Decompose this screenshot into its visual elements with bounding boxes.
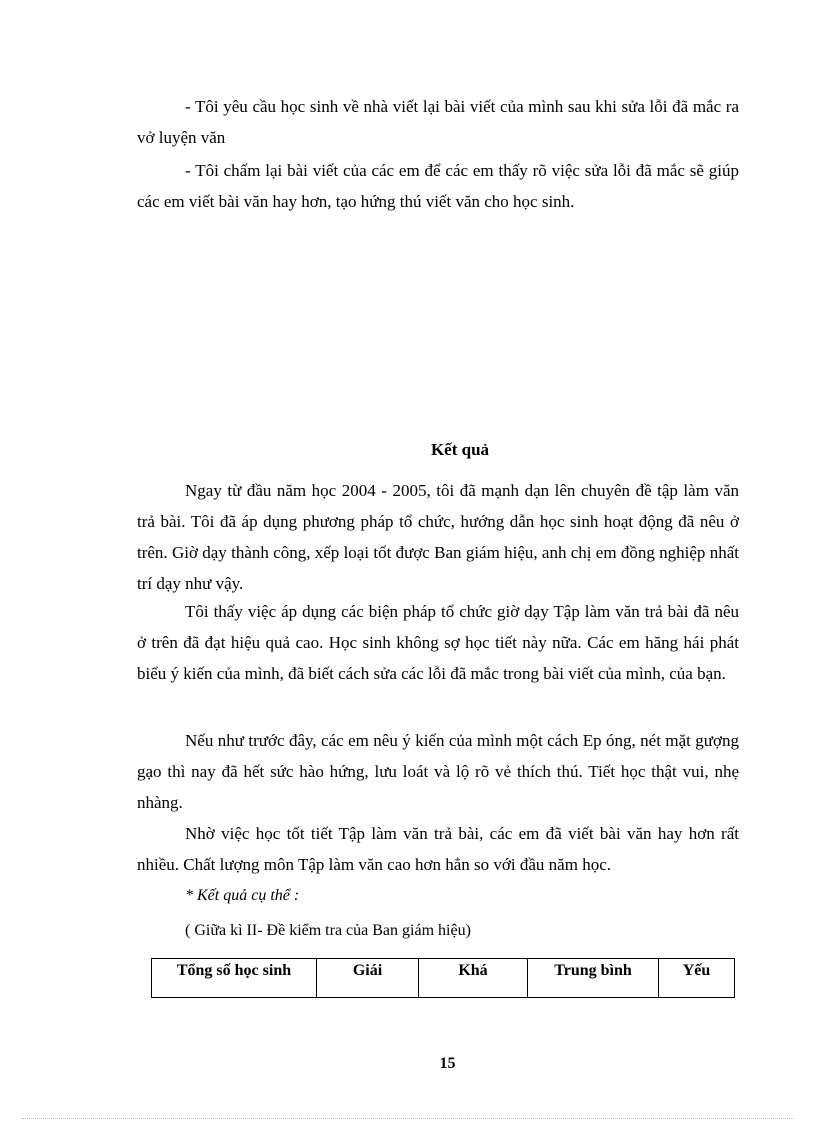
- results-note: ( Giữa kì II- Đề kiểm tra của Ban giám hiệu): [185, 922, 471, 939]
- instruction-paragraph-2: - Tôi chấm lại bài viết của các em để các em thấy rõ việc sửa lỗi đã mắc sẽ giúp các em viết bài văn hay hơn, tạo hứng thú viết văn cho học sinh.: [137, 161, 739, 211]
- table-header-cell: Giái: [317, 959, 419, 998]
- table-header-cell: Yếu: [659, 959, 735, 998]
- result-paragraph-3: Nếu như trước đây, các em nêu ý kiến của mình một cách Ep óng, nét mặt gượng gạo thì nay đã hết sức hào hứng, lưu loát và lộ rõ vẻ thích thú. Tiết học thật vui, nhẹ nhàng.: [137, 731, 739, 812]
- table-header-cell: Tổng số học sinh: [152, 959, 317, 998]
- results-heading: * Kết quả cụ thể :: [185, 887, 300, 904]
- result-paragraph-1: Ngay từ đầu năm học 2004 - 2005, tôi đã mạnh dạn lên chuyên đề tập làm văn trả bài. Tôi đã áp dụng phương pháp tổ chức, hướng dẫn học sinh hoạt động đã nêu ở trên. Giờ dạy thành công, xếp loại tốt được Ban giám hiệu, anh chị em đồng nghiệp nhất trí dạy như vậy.: [137, 481, 739, 593]
- page-number: 15: [439, 1055, 456, 1072]
- results-table: [151, 958, 735, 998]
- result-paragraph-2: Tôi thấy việc áp dụng các biện pháp tổ chức giờ dạy Tập làm văn trả bài đã nêu ở trên đã đạt hiệu quả cao. Học sinh không sợ học tiết này nữa. Các em hăng hái phát biểu ý kiến của mình, đã biết cách sửa các lỗi đã mắc trong bài viết của mình, của bạn.: [137, 602, 739, 683]
- table-header-row: [152, 959, 735, 998]
- instruction-paragraph-1: - Tôi yêu cầu học sinh về nhà viết lại bài viết của mình sau khi sửa lỗi đã mắc ra vở luyện văn: [137, 97, 739, 147]
- result-paragraph-4: Nhờ việc học tốt tiết Tập làm văn trả bài, các em đã viết bài văn hay hơn rất nhiều. Chất lượng môn Tập làm văn cao hơn hẳn so với đầu năm học.: [137, 824, 739, 874]
- footer-divider: [22, 1118, 794, 1119]
- table-header-cell: Khá: [419, 959, 528, 998]
- table-header-cell: Trung bình: [528, 959, 659, 998]
- section-title: Kết quả: [430, 440, 490, 459]
